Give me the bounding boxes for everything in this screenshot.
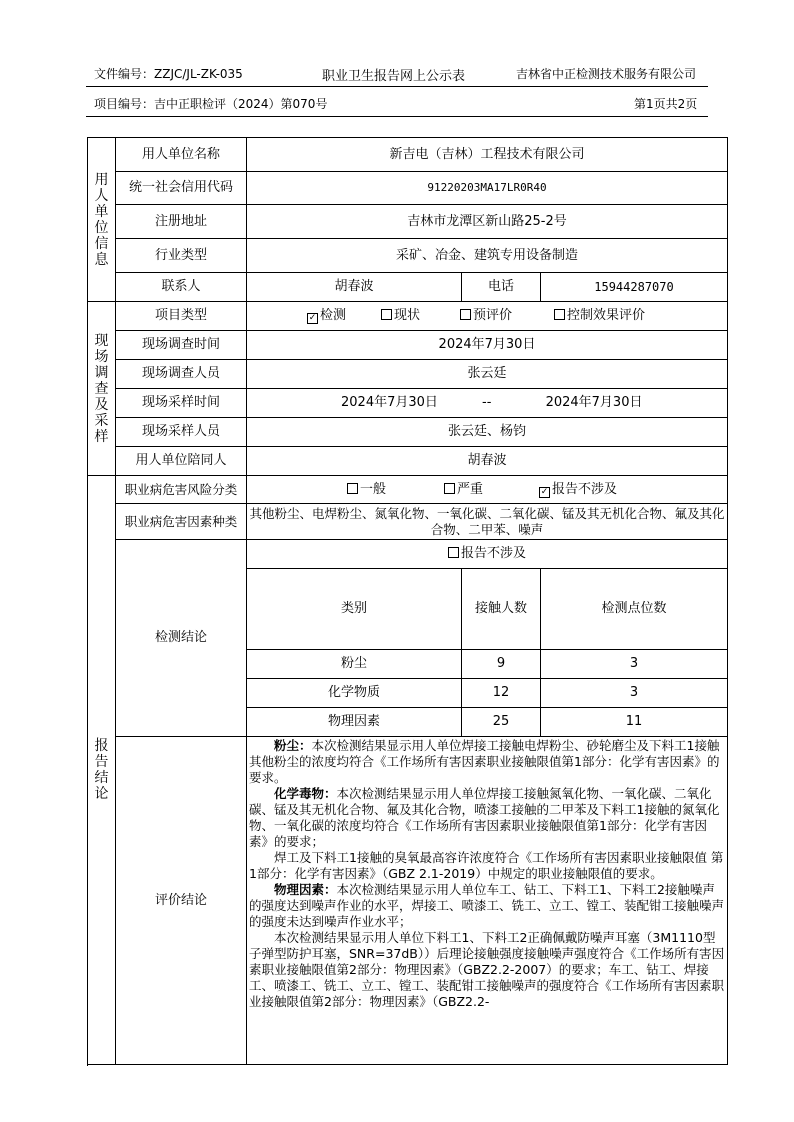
section-employer-char: 息: [94, 251, 109, 268]
checkbox-label: 检测: [320, 308, 347, 323]
detection-points-cell: 11: [541, 708, 728, 737]
address: 吉林市龙潭区新山路25-2号: [247, 205, 728, 239]
detection-conclusion-label: 检测结论: [116, 540, 247, 737]
sampling-start: 2024年7月30日: [341, 395, 438, 410]
exposed-count-cell: 12: [462, 679, 541, 708]
header-divider-bottom: [86, 116, 708, 117]
sampling-end: 2024年7月30日: [545, 395, 643, 410]
checkbox-label: 控制效果评价: [567, 308, 646, 323]
section-employer-char: 用: [94, 171, 109, 188]
section-report-char: 告: [94, 754, 109, 770]
section-employer-info: [88, 138, 116, 302]
section-report-char: 论: [94, 786, 109, 802]
escort-label: 用人单位陪同人: [116, 447, 247, 476]
checkbox-label: 现状: [394, 308, 421, 323]
evaluation-paragraph: [249, 786, 725, 850]
checkbox-option: [554, 308, 645, 324]
file-number: 文件编号：ZZJC/JL-ZK-035: [94, 67, 243, 81]
section-survey-char: 场: [94, 348, 109, 365]
evaluation-paragraph: [249, 738, 725, 786]
checkbox-label: 报告不涉及: [460, 546, 526, 561]
evaluation-paragraph: [249, 882, 725, 930]
surveyors-label: 现场调查人员: [116, 360, 247, 389]
section-employer-char: 人: [94, 187, 109, 204]
employer-name-label: 用人单位名称: [116, 138, 247, 172]
category-cell: 物理因素: [247, 708, 462, 737]
unchecked-box-icon: [460, 309, 471, 320]
samplers-label: 现场采样人员: [116, 418, 247, 447]
not-involved-option: [247, 540, 728, 569]
col-header-exposed-count: 接触人数: [462, 569, 541, 650]
checkbox-option: [347, 482, 386, 498]
evaluation-paragraph: [249, 930, 725, 1010]
section-report-char: 结: [94, 770, 109, 786]
section-survey-char: 调: [94, 364, 109, 381]
detection-points-cell: 3: [541, 650, 728, 679]
checkbox-label: 一般: [360, 481, 387, 497]
evaluation-paragraph: [249, 850, 725, 882]
checkbox-option: [444, 482, 483, 498]
industry-label: 行业类型: [116, 239, 247, 273]
employer-name: 新吉电（吉林）工程技术有限公司: [247, 138, 728, 172]
contact-name: 胡春波: [247, 273, 462, 302]
checkbox-option: [539, 482, 617, 498]
section-survey-char: 及: [94, 396, 109, 413]
survey-time-label: 现场调查时间: [116, 331, 247, 360]
checked-box-icon: ✓: [308, 313, 317, 323]
surveyors: 张云廷: [247, 360, 728, 389]
checkbox-label: 报告不涉及: [552, 481, 618, 497]
col-header-detection-points: 检测点位数: [541, 569, 728, 650]
project-number: 项目编号：吉中正职检评（2024）第070号: [94, 97, 328, 111]
page-number: 第1页共2页: [634, 97, 698, 111]
section-survey-char: 现: [94, 332, 109, 349]
address-label: 注册地址: [116, 205, 247, 239]
paragraph-text: 本次检测结果显示用人单位下料工1、下料工2正确佩戴防噪声耳塞（3M1110型子弹型防护耳塞，SNR=37dB））后理论接触强度接触噪声强度符合《工作场所有害因素职业接触限值第2部分：物理因素》（GBZ2.2-2007）的要求；车工、钻工、焊接工、喷漆工、铣工、立工、镗工、装配钳工接触噪声的强度符合《工作场所有害因素职业接触限值第2部分：物理因素》（GBZ2.2-: [249, 930, 725, 1009]
paragraph-heading: 粉尘：: [274, 738, 312, 753]
checked-box-icon: ✓: [540, 486, 549, 497]
hazard-factors: 其他粉尘、电焊粉尘、氮氧化物、一氧化碳、二氧化碳、锰及其无机化合物、氟及其化合物、二甲苯、噪声: [247, 504, 728, 540]
category-cell: 粉尘: [247, 650, 462, 679]
paragraph-text: 本次检测结果显示用人单位焊接工接触电焊粉尘、砂轮磨尘及下料工1接触其他粉尘的浓度均符合《工作场所有害因素职业接触限值第1部分：化学有害因素》的要求。: [249, 738, 720, 785]
section-report-char: 报: [94, 738, 109, 754]
company-name: 吉林省中正检测技术服务有限公司: [516, 67, 697, 81]
escort: 胡春波: [247, 447, 728, 476]
unchecked-box-icon: [554, 309, 565, 320]
risk-class-options: [247, 476, 728, 504]
industry: 采矿、冶金、建筑专用设备制造: [247, 239, 728, 273]
exposed-count-cell: 9: [462, 650, 541, 679]
paragraph-heading: 化学毒物：: [274, 786, 337, 801]
checkbox-option: [381, 308, 420, 324]
checkbox-option: [460, 308, 512, 324]
credit-code-label: 统一社会信用代码: [116, 172, 247, 205]
section-survey-char: 查: [94, 380, 109, 397]
form-title: 职业卫生报告网上公示表: [322, 69, 466, 84]
unchecked-box-icon: [347, 483, 358, 494]
exposed-count-cell: 25: [462, 708, 541, 737]
section-report-conclusion: [88, 476, 116, 1065]
unchecked-box-icon: [444, 483, 455, 494]
header-divider-top: [86, 86, 708, 87]
section-survey-char: 采: [94, 412, 109, 429]
survey-time: 2024年7月30日: [247, 331, 728, 360]
sampling-separator: --: [482, 395, 492, 410]
phone-number: 15944287070: [541, 273, 728, 302]
project-type-label: 项目类型: [116, 302, 247, 331]
category-cell: 化学物质: [247, 679, 462, 708]
section-employer-char: 信: [94, 235, 109, 252]
samplers: 张云廷、杨钧: [247, 418, 728, 447]
evaluation-conclusion-label: 评价结论: [116, 737, 247, 1065]
checkbox-option: [448, 546, 526, 562]
sampling-time: [247, 389, 728, 418]
disclosure-table: [87, 137, 728, 1065]
project-type-options: [247, 302, 728, 331]
hazard-factors-label: 职业病危害因素种类: [116, 504, 247, 540]
unchecked-box-icon: [448, 547, 459, 558]
risk-class-label: 职业病危害风险分类: [116, 476, 247, 504]
detection-points-cell: 3: [541, 679, 728, 708]
section-survey-char: 样: [94, 428, 109, 445]
section-survey-sampling: [88, 302, 116, 476]
col-header-category: 类别: [247, 569, 462, 650]
paragraph-heading: 物理因素：: [274, 882, 337, 897]
section-employer-char: 单: [94, 203, 109, 220]
unchecked-box-icon: [381, 309, 392, 320]
checkbox-option: [307, 308, 346, 324]
paragraph-text: 焊工及下料工1接触的臭氧最高容许浓度符合《工作场所有害因素职业接触限值 第1部分：化学有害因素》（GBZ 2.1-2019）中规定的职业接触限值的要求。: [249, 850, 724, 881]
sampling-time-label: 现场采样时间: [116, 389, 247, 418]
credit-code: 91220203MA17LR0R40: [247, 172, 728, 205]
paragraph-text: 本次检测结果显示用人单位车工、钻工、下料工1、下料工2接触噪声的强度达到噪声作业的水平，焊接工、喷漆工、铣工、立工、镗工、装配钳工接触噪声的强度未达到噪声作业水平；: [249, 882, 725, 929]
phone-label: 电话: [462, 273, 541, 302]
contact-label: 联系人: [116, 273, 247, 302]
checkbox-label: 严重: [457, 481, 484, 497]
section-employer-char: 位: [94, 219, 109, 236]
evaluation-conclusion-text: [247, 737, 728, 1065]
checkbox-label: 预评价: [473, 308, 513, 323]
paragraph-text: 本次检测结果显示用人单位焊接工接触氮氧化物、一氧化碳、二氧化碳、锰及其无机化合物、氟及其化合物，喷漆工接触的二甲苯及下料工1接触的氮氧化物、一氧化碳的浓度均符合《工作场所有害因素职业接触限值第1部分：化学有害因素》的要求；: [249, 786, 720, 849]
